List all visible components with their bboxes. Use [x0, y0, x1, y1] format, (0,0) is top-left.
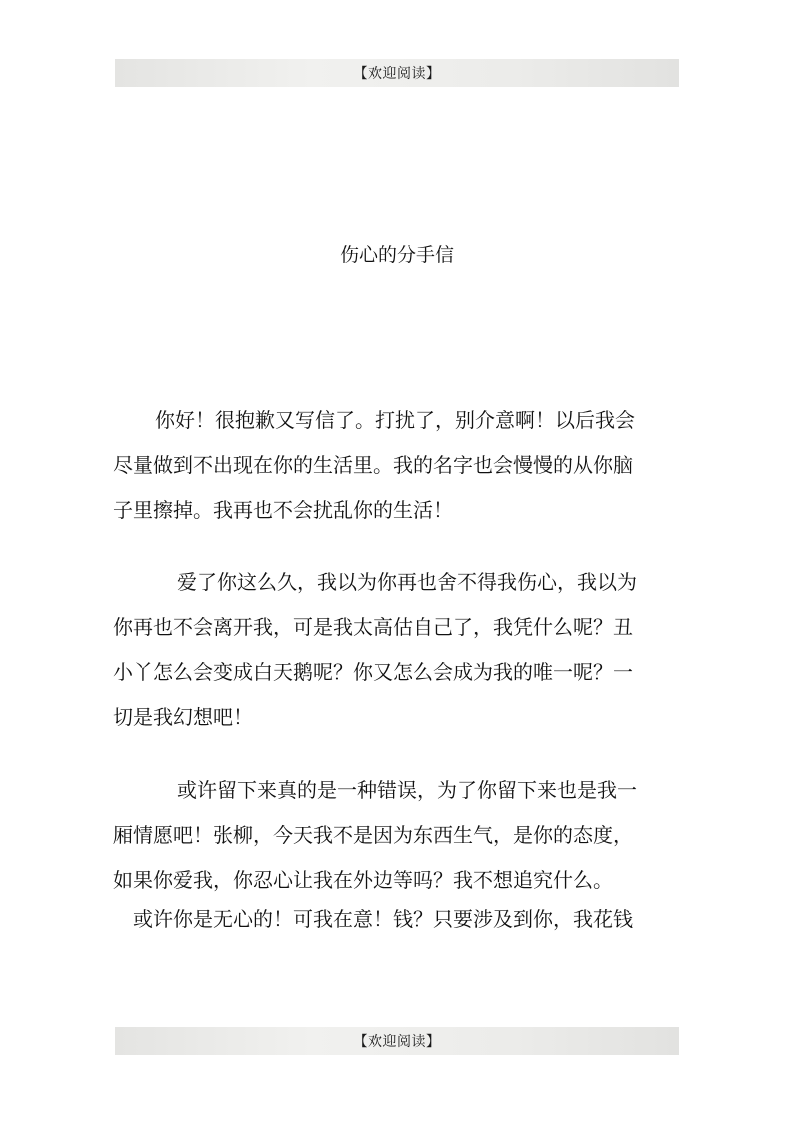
header-band: [115, 59, 679, 87]
paragraph-line: 如果你爱我，你忍心让我在外边等吗？我不想追究什么。: [113, 868, 613, 892]
paragraph-line: 爱了你这么久，我以为你再也舍不得我伤心，我以为: [177, 570, 637, 594]
header-label: 【欢迎阅读】: [353, 66, 441, 82]
paragraph-line: 切是我幻想吧！: [113, 705, 253, 729]
paragraph-line: 你好！很抱歉又写信了。打扰了，别介意啊！以后我会: [155, 408, 635, 432]
paragraph-line: 子里擦掉。我再也不会扰乱你的生活！: [113, 498, 453, 522]
footer-band: [115, 1027, 679, 1055]
paragraph-line: 尽量做到不出现在你的生活里。我的名字也会慢慢的从你脑: [113, 453, 633, 477]
paragraph-line: 厢情愿吧！张柳，今天我不是因为东西生气，是你的态度，: [113, 823, 633, 847]
paragraph-3: [113, 768, 671, 903]
paragraph-1: [113, 398, 671, 533]
paragraph-line: 或许你是无心的！可我在意！钱？只要涉及到你，我花钱: [133, 907, 633, 931]
footer-label: 【欢迎阅读】: [353, 1034, 441, 1050]
paragraph-4: [113, 897, 671, 942]
paragraph-line: 你再也不会离开我，可是我太高估自己了，我凭什么呢？丑: [113, 615, 633, 639]
paragraph-2: [113, 560, 671, 740]
paragraph-line: 小丫怎么会变成白天鹅呢？你又怎么会成为我的唯一呢？一: [113, 660, 633, 684]
paragraph-line: 或许留下来真的是一种错误，为了你留下来也是我一: [177, 778, 637, 802]
document-title: 伤心的分手信: [339, 244, 454, 266]
